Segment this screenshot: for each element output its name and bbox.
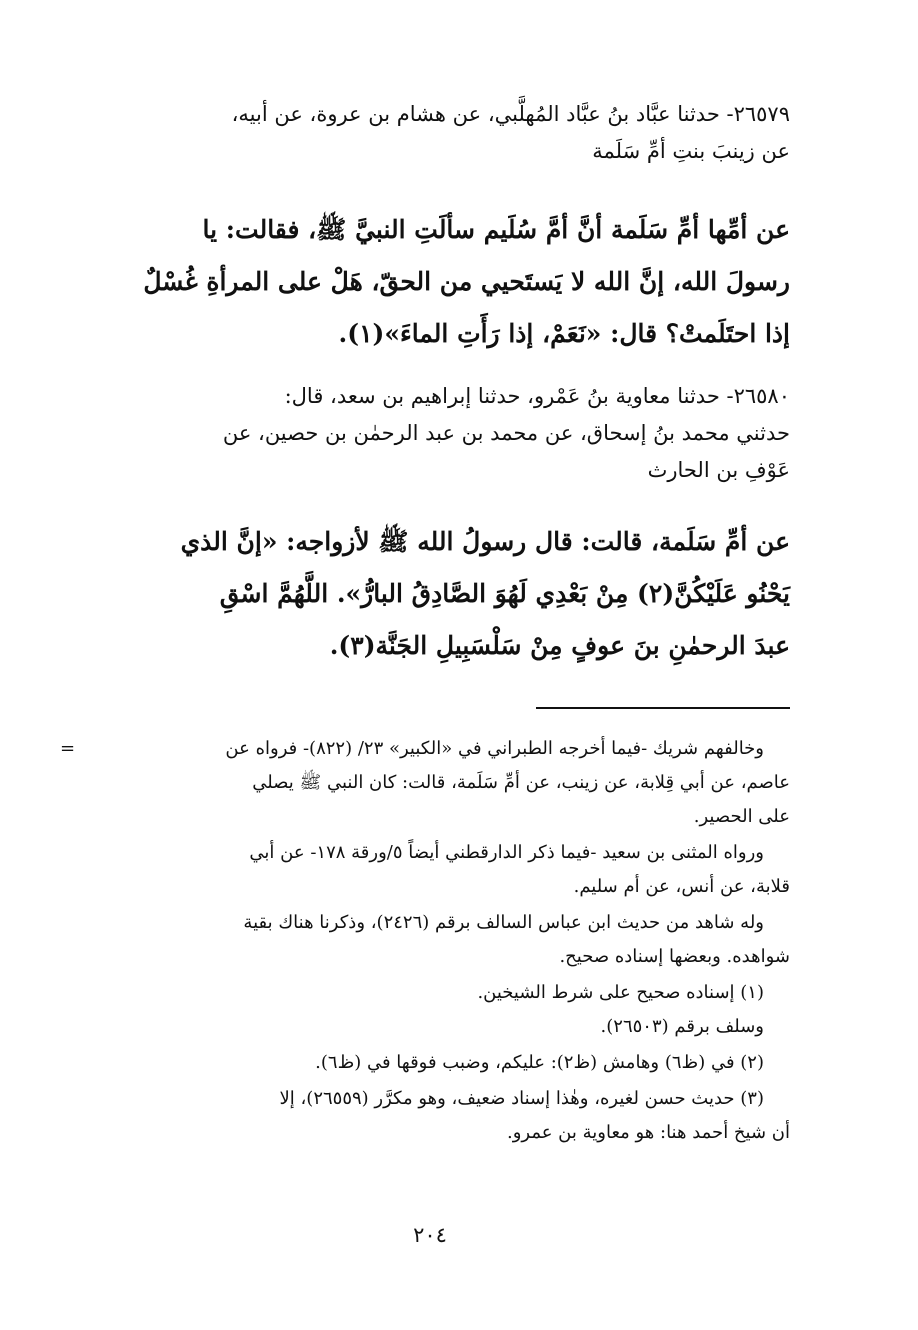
footnote-continuation [60, 732, 790, 834]
hadith-26579-matn [94, 204, 790, 360]
footnote-line: (٢) في (ظ٦) وهامش (ظ٢): عليكم، وضبب فوقها في (ظ٦). [315, 1052, 764, 1073]
matn-line: رسولَ الله، إنَّ الله لا يَستَحيي من الحقّ، هَلْ على المرأةِ غُسْلٌ [143, 267, 790, 296]
isnad-line: عن زينبَ بنتِ أمِّ سَلَمة [592, 139, 790, 163]
hadith-26580-isnad [94, 378, 790, 489]
isnad-line: عَوْفِ بن الحارث [647, 458, 790, 482]
isnad-line: ٢٦٥٧٩- حدثنا عبَّاد بنُ عبَّاد المُهلَّبي، عن هشام بن عروة، عن أبيه، [231, 102, 790, 126]
matn-line: عن أمِّها أمِّ سَلَمة أنَّ أمَّ سُلَيم سألَتِ النبيَّ ﷺ، فقالت: يا [202, 215, 790, 244]
footnote-separator [536, 707, 790, 709]
footnote-paragraph [94, 836, 790, 904]
footnote-line: ورواه المثنى بن سعيد -فيما ذكر الدارقطني أيضاً ٥/ورقة ١٧٨- عن أبي [249, 842, 764, 863]
isnad-line: ٢٦٥٨٠- حدثنا معاوية بنُ عَمْرو، حدثنا إبراهيم بن سعد، قال: [284, 384, 790, 408]
footnote-3 [94, 1082, 790, 1150]
footnote-line: (٣) حديث حسن لغيره، وهٰذا إسناد ضعيف، وهو مكرَّر (٢٦٥٥٩)، إلا [279, 1088, 764, 1109]
footnote-text: وخالفهم شريك -فيما أخرجه الطبراني في «الكبير» ٢٣/ (٨٢٢)- فرواه عن [225, 738, 764, 759]
continuation-marker: = [60, 738, 76, 759]
footnote-line [60, 732, 790, 766]
footnote-line: وسلف برقم (٢٦٥٠٣). [600, 1016, 764, 1037]
footnote-line: شواهده. وبعضها إسناده صحيح. [559, 946, 790, 967]
footnote-line: قلابة، عن أنس، عن أم سليم. [573, 876, 790, 897]
footnote-2 [94, 1046, 790, 1080]
footnote-line: (١) إسناده صحيح على شرط الشيخين. [477, 982, 764, 1003]
hadith-26579-isnad [94, 96, 790, 170]
matn-line: إذا احتَلَمتْ؟ قال: «نَعَمْ، إذا رَأَتِ الماءَ»(١). [338, 319, 790, 348]
isnad-line: حدثني محمد بنُ إسحاق، عن محمد بن عبد الرحمٰن بن حصين، عن [222, 421, 790, 445]
footnotes [60, 732, 790, 1152]
footnote-line: وله شاهد من حديث ابن عباس السالف برقم (٢٤٢٦)، وذكرنا هناك بقية [243, 912, 764, 933]
footnote-line: عاصم، عن أبي قِلابة، عن زينب، عن أمِّ سَلَمة، قالت: كان النبي ﷺ يصلي [252, 772, 790, 793]
matn-line: عبدَ الرحمٰنِ بنَ عوفٍ مِنْ سَلْسَبِيلِ الجَنَّة(٣). [329, 631, 790, 660]
footnote-line: أن شيخ أحمد هنا: هو معاوية بن عمرو. [506, 1122, 790, 1143]
page-number: ٢٠٤ [413, 1223, 447, 1247]
footnote-line: على الحصير. [693, 806, 790, 827]
hadith-26580-matn [94, 516, 790, 672]
matn-line: عن أمِّ سَلَمة، قالت: قال رسولُ الله ﷺ لأزواجه: «إنَّ الذي [180, 527, 790, 556]
footnote-1 [94, 976, 790, 1044]
matn-line: يَحْنُو عَلَيْكُنَّ(٢) مِنْ بَعْدِي لَهُوَ الصَّادِقُ البارُّ». اللَّهُمَّ اسْقِ [219, 579, 790, 608]
footnote-paragraph [94, 906, 790, 974]
